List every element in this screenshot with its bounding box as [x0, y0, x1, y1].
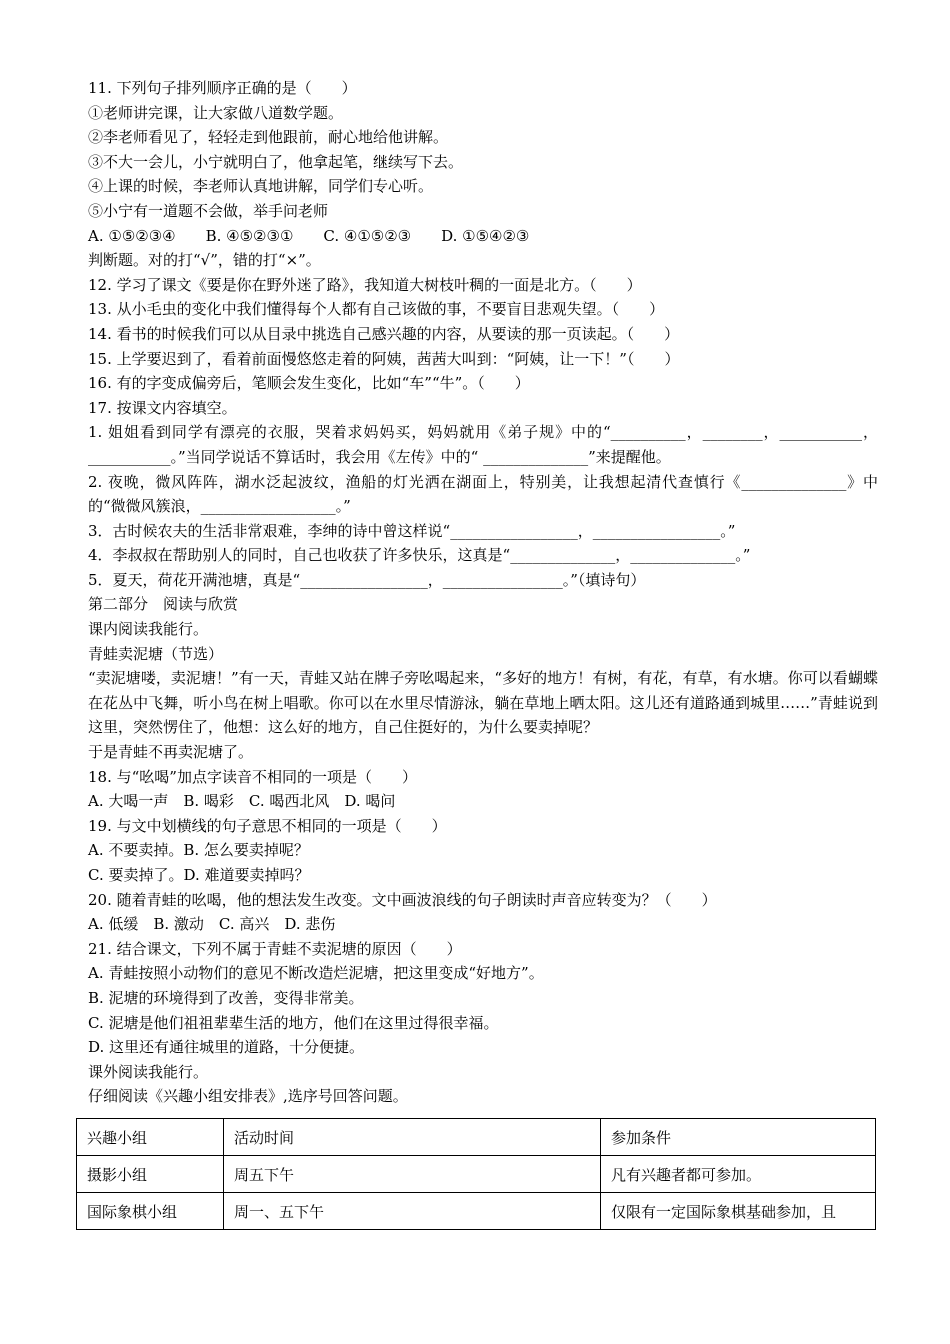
q11-sentence-1: ①老师讲完课，让大家做八道数学题。	[88, 103, 344, 122]
q21-option-a: A. 青蛙按照小动物们的意见不断改造烂泥塘，把这里变成“好地方”。	[88, 964, 544, 983]
passage-end: 于是青蛙不再卖泥塘了。	[88, 743, 254, 762]
table-header-row	[77, 1119, 876, 1156]
table-cell: 摄影小组	[77, 1156, 224, 1193]
q11-sentence-5: ⑤小宁有一道题不会做，举手问老师	[88, 201, 329, 220]
q18-options: A. 大喝一声 B. 喝彩 C. 喝西北风 D. 喝问	[88, 792, 396, 811]
interest-group-table	[76, 1118, 876, 1230]
table-header-cell: 兴趣小组	[77, 1119, 224, 1156]
q15: 15. 上学要迟到了，看着前面慢悠悠走着的阿姨，茜茜大叫到：“阿姨，让一下！”（ ）	[88, 349, 680, 368]
table-instruction: 仔细阅读《兴趣小组安排表》,选序号回答问题。	[88, 1087, 408, 1106]
q17-item-5: 5．夏天，荷花开满池塘，真是“_________________，________________。”（填诗句）	[88, 570, 646, 589]
q21-option-b: B. 泥塘的环境得到了改善，变得非常美。	[88, 988, 364, 1007]
q11-sentence-2: ②李老师看见了，轻轻走到他跟前，耐心地给他讲解。	[88, 128, 449, 147]
table-header-cell: 参加条件	[601, 1119, 876, 1156]
q12: 12. 学习了课文《要是你在野外迷了路》，我知道大树枝叶稠的一面是北方。（ ）	[88, 275, 642, 294]
table-cell: 凡有兴趣者都可参加。	[601, 1156, 876, 1193]
table-header-cell: 活动时间	[224, 1119, 601, 1156]
q16: 16. 有的字变成偏旁后，笔顺会发生变化，比如“车”“牛”。（ ）	[88, 374, 530, 393]
q20-stem: 20. 随着青蛙的吆喝，他的想法发生改变。文中画波浪线的句子朗读时声音应转变为？（ ）	[88, 890, 717, 909]
q21-stem: 21. 结合课文，下列不属于青蛙不卖泥塘的原因（ ）	[88, 939, 462, 958]
q11-stem: 11. 下列句子排列顺序正确的是（ ）	[88, 79, 357, 97]
table-row	[77, 1156, 876, 1193]
q17-item-4: 4．李叔叔在帮助别人的同时，自己也收获了许多快乐，这真是“______________，______________。”	[88, 546, 751, 565]
part2-title: 第二部分 阅读与欣赏	[88, 595, 239, 614]
judge-intro: 判断题。对的打“√”，错的打“×”。	[88, 251, 321, 270]
q17-stem: 17. 按课文内容填空。	[88, 398, 237, 417]
q11-options: A. ①⑤②③④ B. ④⑤②③① C. ④①⑤②③ D. ①⑤④②③	[88, 226, 530, 245]
inclass-reading-heading: 课内阅读我能行。	[88, 620, 209, 639]
q17-item-3: 3．古时候农夫的生活非常艰难，李绅的诗中曾这样说“_________________，_________________。”	[88, 521, 736, 540]
table-cell: 国际象棋小组	[77, 1193, 224, 1230]
table-cell: 周五下午	[224, 1156, 601, 1193]
q13: 13. 从小毛虫的变化中我们懂得每个人都有自己该做的事，不要盲目悲观失望。（ ）	[88, 300, 665, 319]
q11-sentence-4: ④上课的时候，李老师认真地讲解，同学们专心听。	[88, 177, 434, 196]
q21-option-d: D. 这里还有通往城里的道路，十分便捷。	[88, 1038, 365, 1057]
q19-stem: 19. 与文中划横线的句子意思不相同的一项是（ ）	[88, 816, 447, 835]
worksheet-page	[88, 76, 878, 1109]
table-cell: 仅限有一定国际象棋基础参加，且	[601, 1193, 876, 1230]
passage-text: “卖泥塘喽，卖泥塘！”有一天，青蛙又站在牌子旁吆喝起来，“多好的地方！有树，有花，有草，有水塘。你可以看蝴蝶在花丛中飞舞，听小鸟在树上唱歌。你可以在水里尽情游泳，躺在草地上晒太阳。这儿还有道路通到城里……”青蛙说到这里，突然愣住了，他想：这么好的地方，自己住挺好的，为什么要卖掉呢？	[88, 669, 878, 737]
q19-options-cd: C. 要卖掉了。D. 难道要卖掉吗？	[88, 866, 310, 884]
q18-stem: 18. 与“吆喝”加点字读音不相同的一项是（ ）	[88, 767, 417, 786]
table-row	[77, 1193, 876, 1230]
q17-item-2: 2. 夜晚，微风阵阵，湖水泛起波纹，渔船的灯光洒在湖面上，特别美，让我想起清代查慎行《______________》中的“微微风簇浪，__________________。”	[88, 472, 878, 516]
q21-option-c: C. 泥塘是他们祖祖辈辈生活的地方，他们在这里过得很幸福。	[88, 1013, 499, 1032]
q19-options-ab: A. 不要卖掉。B. 怎么要卖掉呢？	[88, 841, 309, 860]
q11-sentence-3: ③不大一会儿，小宁就明白了，他拿起笔，继续写下去。	[88, 152, 464, 171]
q20-options: A. 低缓 B. 激动 C. 高兴 D. 悲伤	[88, 915, 336, 934]
q14: 14. 看书的时候我们可以从目录中挑选自己感兴趣的内容，从要读的那一页读起。（ ）	[88, 324, 680, 343]
passage-title: 青蛙卖泥塘（节选）	[88, 644, 224, 663]
extracurricular-heading: 课外阅读我能行。	[88, 1062, 209, 1081]
table-cell: 周一、五下午	[224, 1193, 601, 1230]
q17-item-1: 1. 姐姐看到同学有漂亮的衣服，哭着求妈妈买，妈妈就用《弟子规》中的“__________，________，___________，___________。”当同学说话不算话时，我会用《左传》中的“ ______________”来提醒他。	[88, 423, 878, 466]
